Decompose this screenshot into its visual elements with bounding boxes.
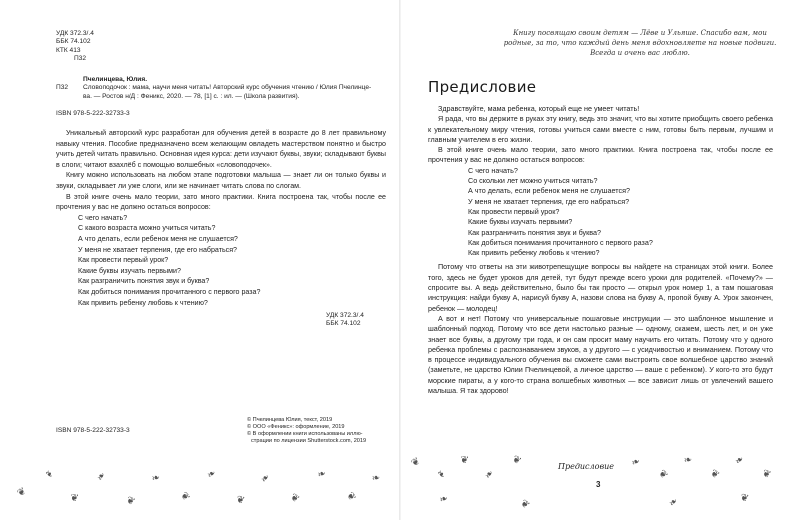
udk-block bbox=[56, 30, 94, 64]
leaf-icon: ❧ bbox=[482, 468, 497, 482]
preface-p5: А вот и нет! Потому что универсальные пошаговые инструкции — это шаблонное мышление и шаблонный подход. Потому что все дети настолько разные — одному, скажем, шесть лет, и он уже знает все буквы, а другому три года, и он сам просит маму научить его читать. Потому что у одного ребенка проблемы с распознаванием звуков, а у другого — с усидчивостью и вниманием. Потому что в процессе индивидуального обучения вы сможете сами выстроить свое волшебное царство знаний (заметьте, не царство Юлии Пчелинцевой, а личное царство — ваше с ребенком). У кого-то это будут морские пираты, а у кого-то страна волшебных животных — все зависит лишь от увлечений вашего малыша. Я так здорово! bbox=[428, 313, 773, 396]
leaf-icon: ❦ bbox=[177, 490, 192, 504]
list-item: Как добиться понимания прочитанного с первого раза? bbox=[78, 287, 261, 296]
list-item: С какого возраста можно учиться читать? bbox=[78, 224, 216, 233]
list-item: Со скольки лет можно учиться читать? bbox=[468, 176, 598, 186]
leaf-icon: ❧ bbox=[150, 472, 162, 485]
list-item: С чего начать? bbox=[468, 165, 518, 175]
leaf-icon: ❧ bbox=[629, 455, 643, 470]
leaf-icon: ❧ bbox=[733, 453, 747, 468]
annotation-p1: Уникальный авторский курс разработан для обучения детей в возрасте до 8 лет правильному навыку чтения. Пособие предназначено всем желающим овладеть мастерством понятно и быстро учить детей читать правильно. Основная идея курса: дети изучают буквы, звуки; складывают буквы в слоги; читают взахлёб с помощью волшебных «словоподочек». bbox=[56, 129, 386, 169]
leaf-icon: ❦ bbox=[459, 454, 470, 467]
dedication-line: Всегда и очень вас люблю. bbox=[590, 49, 690, 57]
leaf-icon: ❦ bbox=[409, 455, 423, 470]
list-item: Как разграничить понятия звук и буква? bbox=[78, 277, 210, 286]
preface-p1: Здравствуйте, мама ребенка, который еще не умеет читать! bbox=[438, 104, 640, 113]
leaf-icon: ❧ bbox=[433, 467, 448, 482]
leaf-icon: ❦ bbox=[510, 453, 523, 468]
preface-body bbox=[428, 104, 773, 396]
copyright-line: страции по лицензии Shutterstock.com, 2019 bbox=[251, 438, 367, 444]
list-item: Как привить ребенку любовь к чтению? bbox=[78, 298, 208, 307]
annotation-p2: Книгу можно использовать на любом этапе подготовки малыша — знает ли он только буквы и звуки, складывает ли уже слоги, или же начинает читать слова по слогам. bbox=[56, 171, 386, 190]
list-item: Какие буквы изучать первыми? bbox=[468, 217, 573, 227]
catalog-line-1: Словоподочок : мама, научи меня читать! Авторский курс обучения чтению / Юлия Пчелинце- bbox=[83, 84, 372, 92]
copyright-line: © В оформлении книги использованы иллю- bbox=[247, 431, 363, 437]
dedication-line: Книгу посвящаю своим детям — Лёве и Ульяше. Спасибо вам, мои bbox=[513, 29, 767, 37]
udk-bottom-line: УДК 372.3/.4 bbox=[326, 312, 364, 319]
right-page bbox=[400, 0, 800, 520]
list-item: Как добиться понимания прочитанного с первого раза? bbox=[468, 237, 653, 247]
leaf-icon: ❧ bbox=[205, 467, 219, 482]
leaf-icon: ❧ bbox=[94, 470, 109, 484]
bbk-line: ББК 74.102 bbox=[56, 38, 91, 46]
annotation bbox=[56, 128, 386, 308]
udk-line: УДК 372.3/.4 bbox=[56, 30, 94, 37]
leaf-icon: ❦ bbox=[15, 485, 29, 500]
author-code-line: П32 bbox=[74, 55, 87, 63]
copyright-line: © Пчелинцева Юлия, текст, 2019 bbox=[247, 417, 333, 423]
preface-p3: В этой книге очень мало теории, зато много практики. Книга построена так, чтобы после ее прочтения у вас не должно остаться вопросов: bbox=[428, 145, 773, 165]
dedication bbox=[500, 28, 780, 58]
list-item: Как разграничить понятия звук и буква? bbox=[468, 227, 602, 237]
leaf-icon: ❧ bbox=[438, 492, 450, 507]
copyright-block bbox=[247, 417, 366, 445]
isbn-top: ISBN 978-5-222-32733-3 bbox=[56, 110, 130, 117]
preface-p4: Потому что ответы на эти животрепещущие вопросы вы найдете на страницах этой книги. Более того, здесь не будет уроков для детей, тут будут прежде всего уроки для родителей. «Почему?» — спросите вы. А ведь действительно, было бы так просто — открыл урок номер 1, а там пошаговая инструкция: найди букву А, нарисуй букву А, назови слова на букву А, пропой букву А. Урок закончен, ребенок — молодец! bbox=[428, 262, 773, 313]
list-item: С чего начать? bbox=[78, 213, 128, 222]
author-name: Пчелинцева, Юлия. bbox=[83, 76, 148, 83]
leaf-icon: ❦ bbox=[343, 490, 358, 504]
leaf-icon: ❦ bbox=[707, 467, 722, 482]
list-item: У меня не хватает терпения, где его набраться? bbox=[78, 245, 237, 254]
leaf-icon: ❧ bbox=[316, 467, 328, 482]
list-item: Как провести первый урок? bbox=[468, 206, 560, 216]
leaf-icon: ❦ bbox=[655, 467, 670, 482]
leaf-icon: ❧ bbox=[41, 467, 56, 482]
dedication-line: родные, за то, что каждый день меня вдохновляете на новые подвиги. bbox=[503, 39, 777, 47]
bbk-bottom-line: ББК 74.102 bbox=[326, 320, 361, 328]
leaf-icon: ❦ bbox=[69, 492, 80, 505]
list-item: А что делать, если ребенок меня не слушается? bbox=[468, 186, 630, 196]
catalog-line-2: ва. — Ростов н/Д : Феникс, 2020. — 78, [1] с. : ил. — (Школа развития). bbox=[83, 92, 300, 100]
catalog-code: П32 bbox=[56, 84, 69, 92]
preface-p2: Я рада, что вы держите в руках эту книгу, ведь это значит, что вы хотите приобщить своего ребенка к увлекательному миру чтения, готовы учиться сами вместе с ним, готовы быть первым, лучшим и главным учителем в его жизни. bbox=[428, 114, 773, 144]
leaf-icon: ❦ bbox=[517, 497, 532, 512]
udk-bottom bbox=[326, 312, 364, 329]
list-item: А что делать, если ребенок меня не слушается? bbox=[78, 234, 238, 243]
list-item: Как провести первый урок? bbox=[78, 256, 169, 265]
page-number: 3 bbox=[596, 480, 601, 489]
leaf-icon: ❦ bbox=[124, 494, 137, 509]
leaf-icon: ❧ bbox=[666, 495, 681, 510]
page-title: Предисловие bbox=[428, 78, 537, 96]
list-item: Как привить ребенку любовь к чтению? bbox=[468, 248, 600, 258]
leaf-icon: ❦ bbox=[760, 467, 773, 482]
leaf-icon: ❧ bbox=[258, 471, 273, 486]
copyright-line: © ООО «Феникс»: оформление, 2019 bbox=[247, 424, 345, 430]
isbn-bottom: ISBN 978-5-222-32733-3 bbox=[56, 427, 130, 434]
catalog-entry bbox=[56, 76, 386, 101]
list-item: У меня не хватает терпения, где его набраться? bbox=[468, 196, 630, 206]
leaf-icon: ❦ bbox=[287, 491, 302, 506]
leaf-icon: ❦ bbox=[738, 492, 750, 505]
list-item: Какие буквы изучать первыми? bbox=[78, 266, 181, 275]
annotation-p3: В этой книге очень мало теории, зато много практики. Книга построена так, чтобы после ее прочтения у вас не должно остаться вопросов: bbox=[56, 192, 386, 212]
running-footer: Предисловие bbox=[558, 462, 614, 471]
ktk-line: КТК 413 bbox=[56, 46, 81, 54]
leaf-icon: ❧ bbox=[683, 454, 694, 467]
leaf-icon: ❧ bbox=[371, 472, 382, 485]
leaf-icon: ❦ bbox=[234, 494, 246, 507]
